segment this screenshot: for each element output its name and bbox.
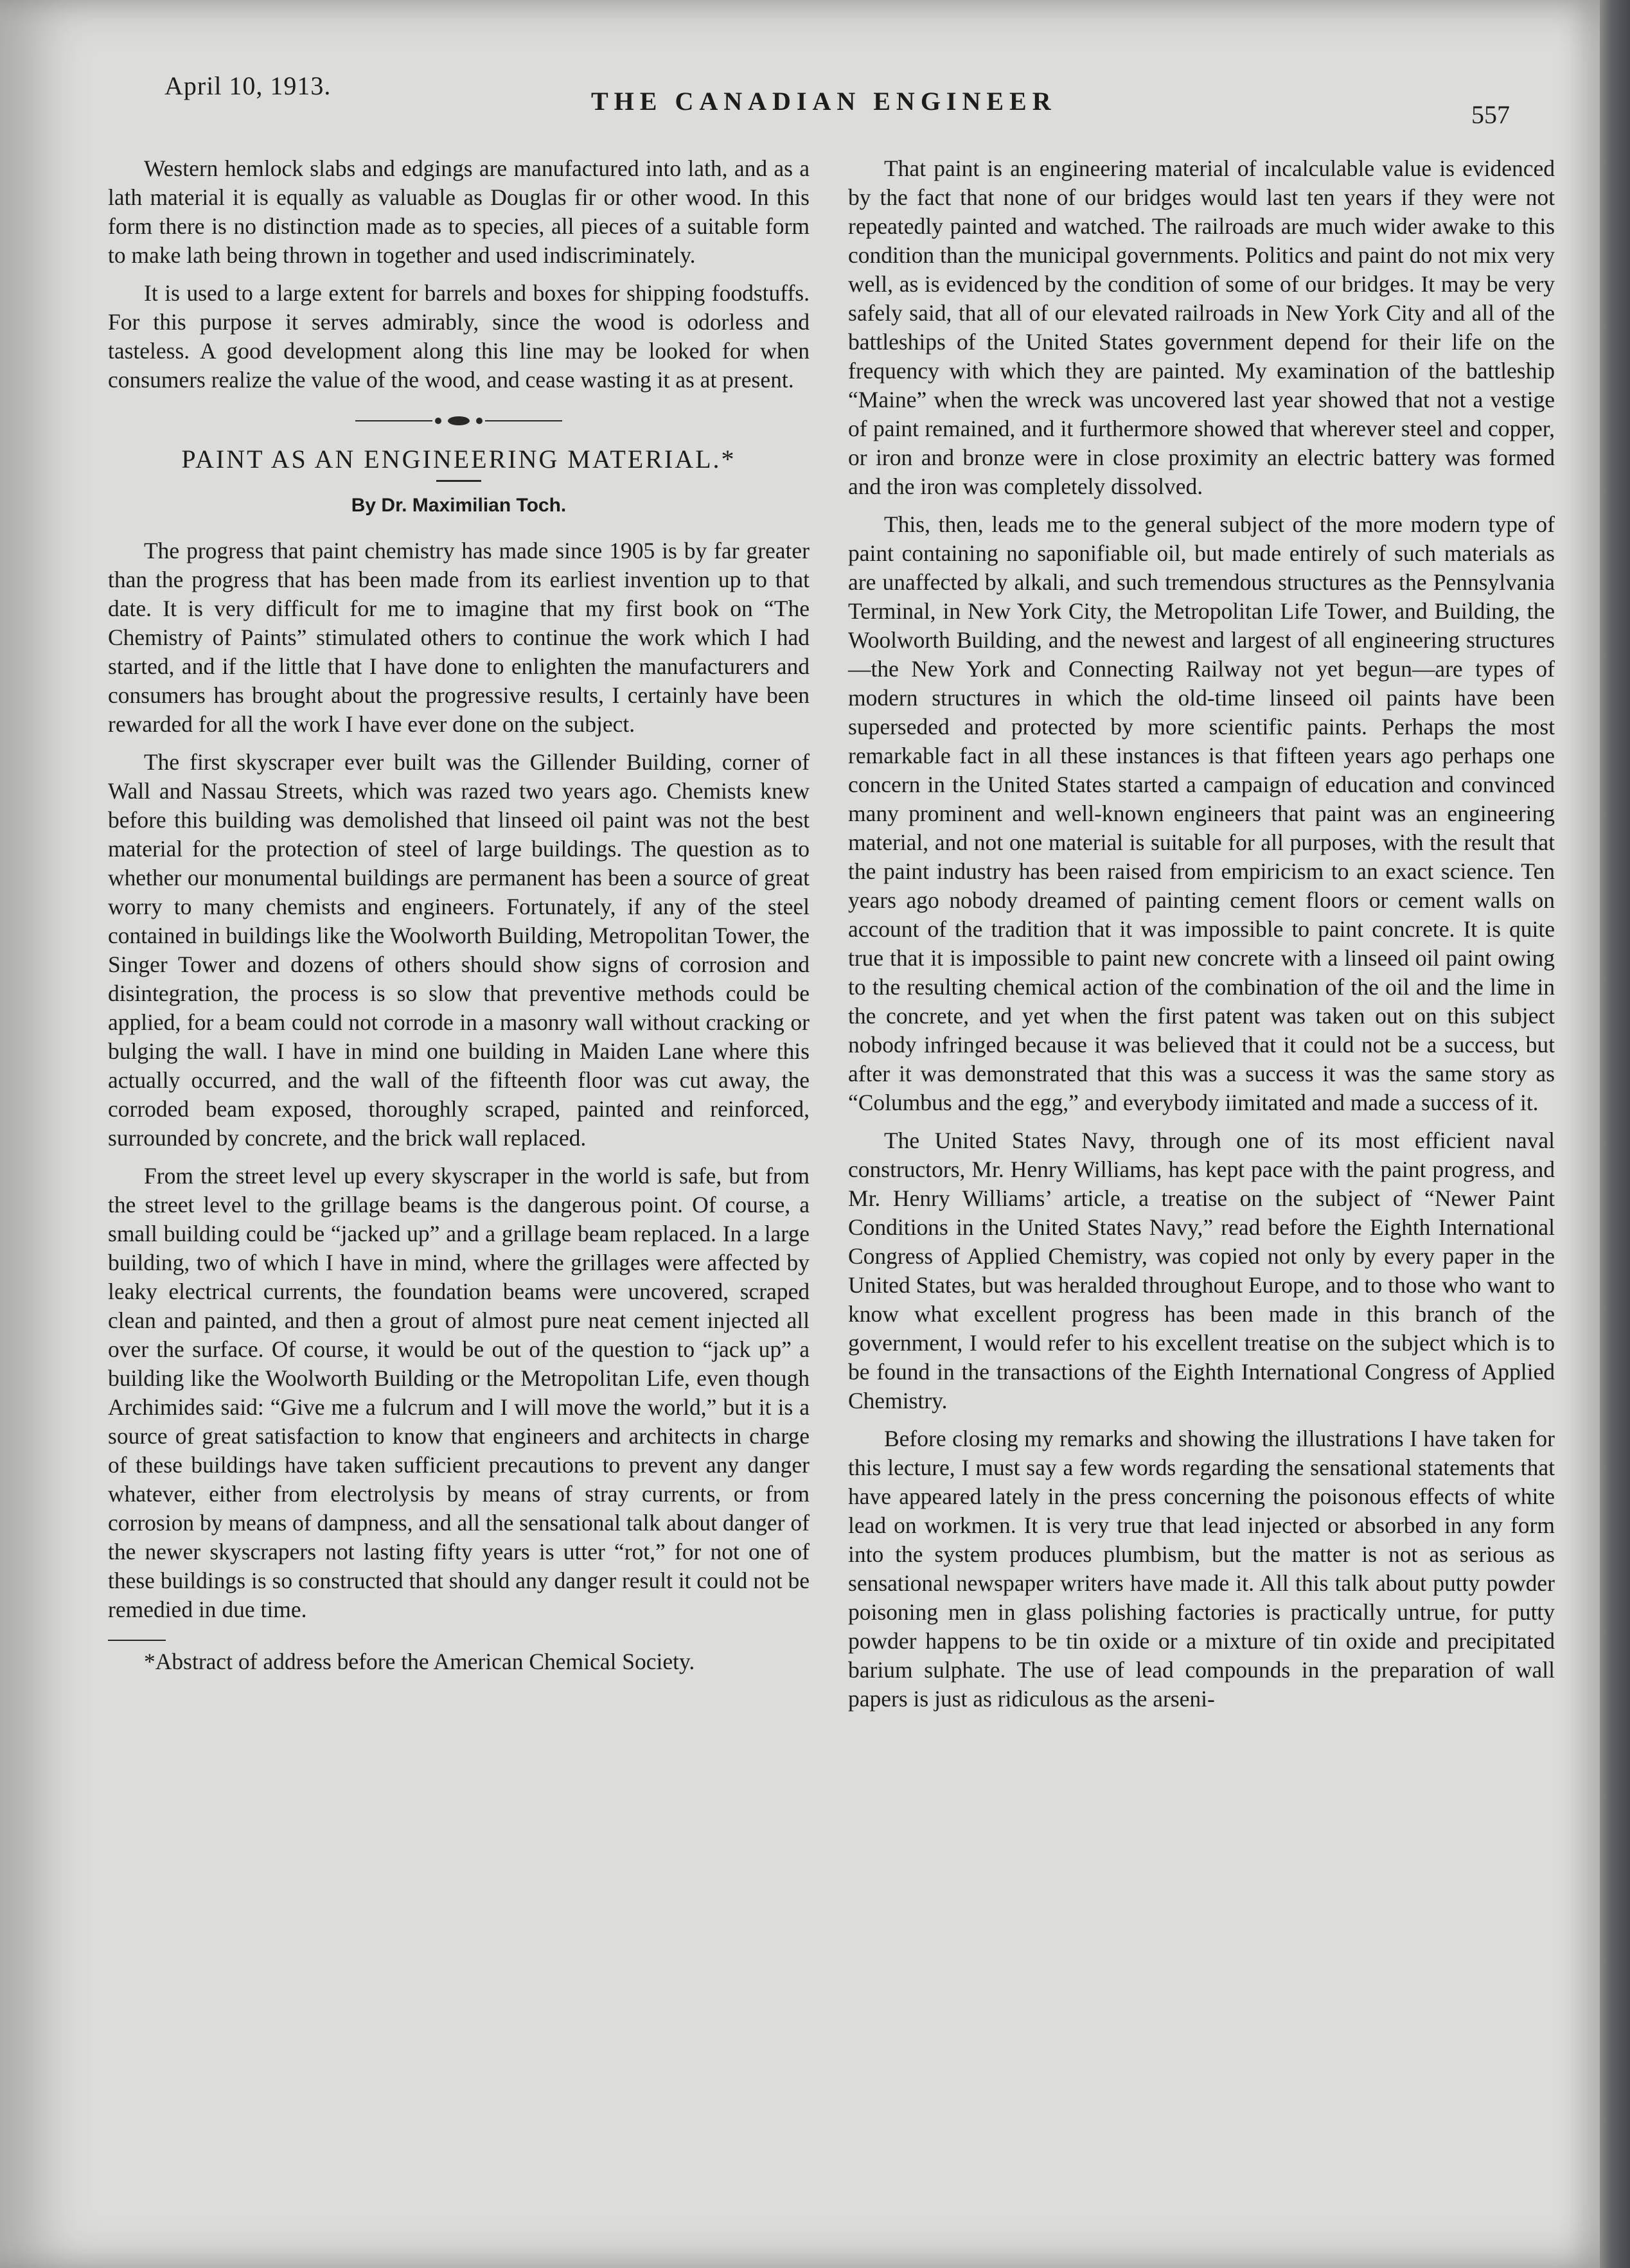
book-spine (1600, 0, 1630, 2268)
paragraph: Before closing my remarks and showing the illustrations I have taken for this lecture, I must say a few words regarding the sensational statements that have appeared lately in the press concerning the poisonous effects of white lead on workmen. It is very true that lead injected or absorbed in any form into the system produces plumbism, but the matter is not as serious as sensational newspaper writers have made it. All this talk about putty powder poisoning men in glass polishing factories is practically untrue, for putty powder happens to be tin oxide or a mixture of tin oxide and precipitated barium sulphate. The use of lead compounds in the preparation of wall papers is just as ridiculous as the arseni- (848, 1426, 1555, 1712)
paragraph: The progress that paint chemistry has made since 1905 is by far greater than the progress that has been made from its earliest invention up to that date. It is very difficult for me to imagine that my first book on “The Chemistry of Paints” stimulated others to continue the work which I had started, and if the little that I have done to enlighten the manufacturers and consumers has brought about the progressive results, I certainly have been rewarded for all the work I have ever done on the subject. (108, 538, 810, 737)
section-divider-ornament (108, 416, 810, 425)
author-byline: By Dr. Maximilian Toch. (351, 495, 567, 516)
paragraph: Western hemlock slabs and edgings are manufactured into lath, and as a lath material it is equally as valuable as Douglas fir or other wood. In this form there is no distinction made as to species, all pieces of a suitable form to make lath being thrown in together and used indiscriminately. (108, 155, 810, 268)
page-number: 557 (1471, 100, 1510, 129)
footnote: *Abstract of address before the American Chemical Society. (144, 1649, 695, 1674)
footnote-rule (108, 1640, 166, 1641)
paragraph: The United States Navy, through one of its most efficient naval constructors, Mr. Henry Williams, has kept pace with the paint progress, and Mr. Henry Williams’ article, a treatise on the subject of “Newer Paint Conditions in the United States Navy,” read before the Eighth International Congress of Applied Chemistry, was copied not only by every paper in the United States, but was heralded throughout Europe, and to those who want to know what excellent progress has been made in this branch of the government, I would refer to his excellent treatise on the subject which is to be found in the transactions of the Eighth International Congress of Applied Chemistry. (848, 1128, 1555, 1413)
paragraph: That paint is an engineering material of incalculable value is evidenced by the fact that none of our bridges would last ten years if they were not repeatedly painted and watched. The railroads are much wider awake to this condition than the municipal governments. Politics and paint do not mix very well, as is evidenced by the condition of some of our bridges. It may be very safely said, that all of our elevated railroads in New York City and all of the battleships of the United States government depend for their life on the frequency with which they are painted. My examination of the battleship “Maine” when the wreck was uncovered last year showed that not a vestige of paint remained, and it furthermore showed that wherever steel and copper, or iron and bronze were in close proximity an electric battery was formed and the iron was completely dissolved. (848, 155, 1555, 499)
article-title: PAINT AS AN ENGINEERING MATERIAL.* (181, 445, 736, 474)
journal-title: THE CANADIAN ENGINEER (591, 87, 1057, 116)
paragraph: From the street level up every skyscraper in the world is safe, but from the street level to the grillage beams is the dangerous point. Of course, a small building could be “jacked up” and a grillage beam replaced. In a large building, two of which I have in mind, where the grillages were affected by leaky electrical currents, the foundation beams were uncovered, scraped clean and painted, and then a grout of almost pure neat cement injected all over the surface. Of course, it would be out of the question to “jack up” a building like the Woolworth Building or the Metropolitan Life, even though Archimides said: “Give me a fulcrum and I will move the world,” but it is a source of great satisfaction to know that engineers and architects in charge of these buildings have taken sufficient precautions to prevent any danger whatever, either from electrolysis by means of stray currents, or from corrosion by means of dampness, and all the sensational talk about danger of the newer skyscrapers not lasting fifty years is utter “rot,” for not one of these buildings is so constructed that should any danger result it could not be remedied in due time. (108, 1163, 810, 1622)
issue-date: April 10, 1913. (164, 71, 332, 100)
title-rule (436, 480, 481, 482)
left-column (108, 154, 810, 1685)
paragraph: This, then, leads me to the general subject of the more modern type of paint containing no saponifiable oil, but made entirely of such materials as are unaffected by alkali, and such tremendous structures as the Pennsylvania Terminal, in New York City, the Metropolitan Life Tower, and Building, the Woolworth Building, and the newest and largest of all engineering structures—the New York and Connecting Railway not yet begun—are types of modern structures in which the old-time linseed oil paints have been superseded and protected by more scientific paints. Perhaps the most remarkable fact in all these instances is that fifteen years ago perhaps one concern in the United States started a campaign of education and convinced many prominent and well-known engineers that paint was an engineering material, and not one material is suitable for all purposes, with the result that the paint industry has been raised from empiricism to an exact science. Ten years ago nobody dreamed of painting cement floors or cement walls on account of the tradition that it was impossible to paint concrete. It is quite true that it is impossible to paint new concrete with a linseed oil paint owing to the resulting chemical action of the combination of the oil and the lime in the concrete, and yet when the first patent was taken out on this subject nobody infringed because it was believed that it could not be a success, but after it was demonstrated that this was a success it was the same story as “Columbus and the egg,” and everybody iimitated and made a success of it. (848, 511, 1555, 1115)
paragraph: The first skyscraper ever built was the Gillender Building, corner of Wall and Nassau Streets, which was razed two years ago. Chemists knew before this building was demolished that linseed oil paint was not the best material for the protection of steel of large buildings. The question as to whether our monumental buildings are permanent has been a source of great worry to many chemists and engineers. Fortunately, if any of the steel contained in buildings like the Woolworth Building, Metropolitan Tower, the Singer Tower and dozens of others should show signs of corrosion and disintegration, the process is so slow that preventive methods could be applied, for a beam could not corrode in a masonry wall without cracking or bulging the wall. I have in mind one building in Maiden Lane where this actually occurred, and the wall of the fifteenth floor was cut away, the corroded beam exposed, thoroughly scraped, painted and reinforced, surrounded by concrete, and the brick wall replaced. (108, 749, 810, 1151)
page-header (161, 71, 1510, 129)
paragraph: It is used to a large extent for barrels and boxes for shipping foodstuffs. For this purpose it serves admirably, since the wood is odorless and tasteless. A good development along this line may be looked for when consumers realize the value of the wood, and cease wasting it as at present. (108, 280, 810, 393)
right-column (848, 154, 1555, 1723)
